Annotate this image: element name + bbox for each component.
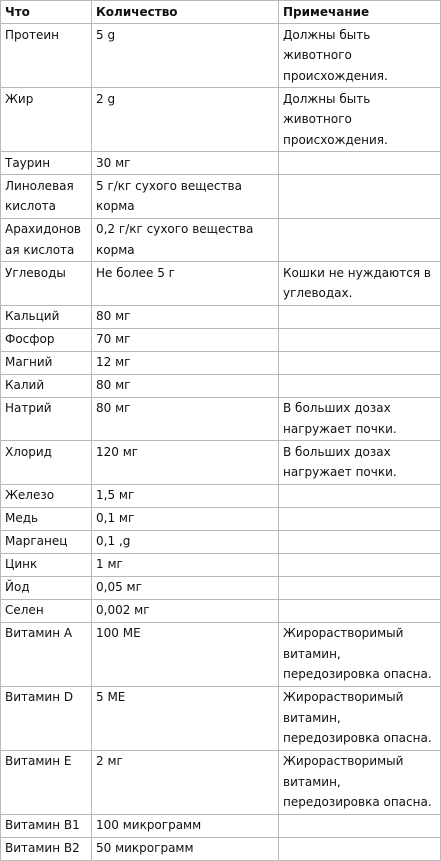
note-cell <box>279 507 441 530</box>
table-row <box>1 397 441 441</box>
quantity-cell: 2 мг <box>92 750 279 814</box>
quantity-cell: 1 мг <box>92 553 279 576</box>
note-cell: Жирорастворимый витамин, передозировка опасна. <box>279 622 441 686</box>
nutrient-name-cell: Жир <box>1 88 92 152</box>
quantity-cell: Не более 5 г <box>92 262 279 306</box>
table-row <box>1 837 441 860</box>
note-cell <box>279 599 441 622</box>
note-cell <box>279 576 441 599</box>
note-cell <box>279 175 441 219</box>
quantity-cell: 80 мг <box>92 305 279 328</box>
quantity-cell: 100 микрограмм <box>92 814 279 837</box>
nutrient-name-cell: Линолевая кислота <box>1 175 92 219</box>
note-cell: Жирорастворимый витамин, передозировка опасна. <box>279 686 441 750</box>
table-row <box>1 218 441 262</box>
nutrient-name-cell: Витамин В2 <box>1 837 92 860</box>
quantity-cell: 0,1 мг <box>92 507 279 530</box>
table-row <box>1 814 441 837</box>
quantity-cell: 80 мг <box>92 397 279 441</box>
quantity-cell: 2 g <box>92 88 279 152</box>
nutrient-name-cell: Натрий <box>1 397 92 441</box>
note-cell <box>279 553 441 576</box>
table-row <box>1 553 441 576</box>
table-row <box>1 262 441 306</box>
nutrient-name-cell: Витамин А <box>1 622 92 686</box>
table-row <box>1 530 441 553</box>
note-cell: Должны быть животного происхождения. <box>279 88 441 152</box>
table-row <box>1 441 441 485</box>
nutrient-name-cell: Арахидоновая кислота <box>1 218 92 262</box>
note-cell <box>279 837 441 860</box>
note-cell: Должны быть животного происхождения. <box>279 24 441 88</box>
nutrient-name-cell: Витамин В1 <box>1 814 92 837</box>
quantity-cell: 0,1 ,g <box>92 530 279 553</box>
nutrient-name-cell: Фосфор <box>1 328 92 351</box>
nutrient-name-cell: Магний <box>1 351 92 374</box>
table-row <box>1 622 441 686</box>
quantity-cell: 5 МЕ <box>92 686 279 750</box>
table-row <box>1 484 441 507</box>
table-row <box>1 328 441 351</box>
nutrient-name-cell: Йод <box>1 576 92 599</box>
header-what: Что <box>1 1 92 24</box>
note-cell <box>279 351 441 374</box>
note-cell <box>279 484 441 507</box>
quantity-cell: 80 мг <box>92 374 279 397</box>
nutrient-name-cell: Медь <box>1 507 92 530</box>
nutrient-name-cell: Кальций <box>1 305 92 328</box>
header-row <box>1 1 441 24</box>
table-row <box>1 599 441 622</box>
table-row <box>1 576 441 599</box>
header-note: Примечание <box>279 1 441 24</box>
table-row <box>1 88 441 152</box>
table-row <box>1 175 441 219</box>
quantity-cell: 0,2 г/кг сухого вещества корма <box>92 218 279 262</box>
table-row <box>1 305 441 328</box>
note-cell <box>279 305 441 328</box>
nutrient-name-cell: Железо <box>1 484 92 507</box>
quantity-cell: 5 g <box>92 24 279 88</box>
nutrient-name-cell: Калий <box>1 374 92 397</box>
table-row <box>1 750 441 814</box>
note-cell <box>279 328 441 351</box>
quantity-cell: 1,5 мг <box>92 484 279 507</box>
nutrient-name-cell: Протеин <box>1 24 92 88</box>
note-cell <box>279 374 441 397</box>
quantity-cell: 120 мг <box>92 441 279 485</box>
nutrient-name-cell: Витамин D <box>1 686 92 750</box>
table-row <box>1 24 441 88</box>
table-row <box>1 374 441 397</box>
note-cell: Кошки не нуждаются в углеводах. <box>279 262 441 306</box>
header-quantity: Количество <box>92 1 279 24</box>
nutrient-name-cell: Углеводы <box>1 262 92 306</box>
note-cell <box>279 218 441 262</box>
note-cell: В больших дозах нагружает почки. <box>279 397 441 441</box>
nutrient-name-cell: Таурин <box>1 152 92 175</box>
table-body <box>1 24 441 861</box>
note-cell <box>279 814 441 837</box>
note-cell <box>279 530 441 553</box>
note-cell: В больших дозах нагружает почки. <box>279 441 441 485</box>
table-row <box>1 152 441 175</box>
quantity-cell: 50 микрограмм <box>92 837 279 860</box>
nutrient-name-cell: Марганец <box>1 530 92 553</box>
quantity-cell: 100 МЕ <box>92 622 279 686</box>
note-cell <box>279 152 441 175</box>
quantity-cell: 70 мг <box>92 328 279 351</box>
note-cell: Жирорастворимый витамин, передозировка опасна. <box>279 750 441 814</box>
quantity-cell: 5 г/кг сухого вещества корма <box>92 175 279 219</box>
nutrient-name-cell: Хлорид <box>1 441 92 485</box>
quantity-cell: 0,05 мг <box>92 576 279 599</box>
table-row <box>1 351 441 374</box>
table-row <box>1 686 441 750</box>
nutrient-name-cell: Селен <box>1 599 92 622</box>
nutrient-name-cell: Витамин Е <box>1 750 92 814</box>
nutrient-name-cell: Цинк <box>1 553 92 576</box>
quantity-cell: 30 мг <box>92 152 279 175</box>
quantity-cell: 12 мг <box>92 351 279 374</box>
quantity-cell: 0,002 мг <box>92 599 279 622</box>
table-row <box>1 507 441 530</box>
